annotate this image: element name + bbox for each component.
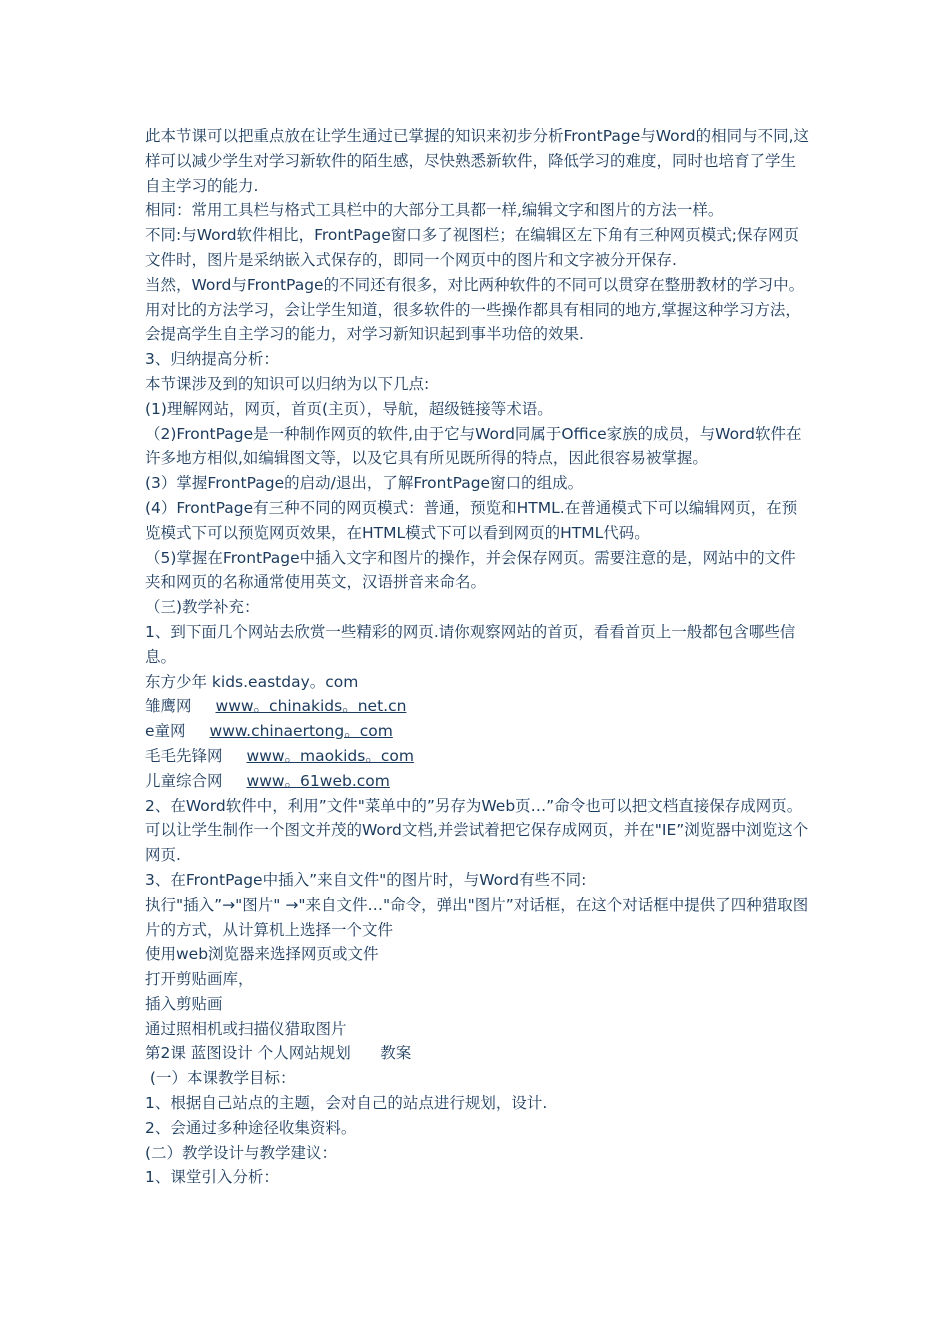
lesson-title: 第2课 蓝图设计 个人网站规划 教案 bbox=[145, 1044, 412, 1063]
section-heading: (二）教学设计与教学建议： bbox=[145, 1143, 338, 1162]
section-heading: (一）本课教学目标： bbox=[145, 1069, 296, 1088]
list-item: 2、会通过多种途径收集资料。 bbox=[145, 1118, 357, 1137]
site-link-row bbox=[145, 744, 810, 769]
paragraph: 执行"插入”→"图片" →"来自文件…"命令，弹出"图片”对话框，在这个对话框中提供了四种猎取图片的方式，从计算机上选择一个文件 bbox=[145, 895, 809, 939]
document-body bbox=[145, 124, 810, 1190]
section-heading: （三)教学补充： bbox=[145, 598, 260, 617]
list-item: 插入剪贴画 bbox=[145, 994, 223, 1013]
list-item: 使用web浏览器来选择网页或文件 bbox=[145, 945, 379, 964]
list-item: 通过照相机或扫描仪猎取图片 bbox=[145, 1019, 347, 1038]
site-link-row bbox=[145, 719, 810, 744]
site-link-row bbox=[145, 769, 810, 794]
list-item: 打开剪贴画库， bbox=[145, 970, 254, 989]
paragraph: 相同：常用工具栏与格式工具栏中的大部分工具都一样,编辑文字和图片的方法一样。 bbox=[145, 201, 724, 220]
section-heading: 3、归纳提高分析： bbox=[145, 350, 279, 369]
site-link-row bbox=[145, 694, 810, 719]
paragraph: 本节课涉及到的知识可以归纳为以下几点: bbox=[145, 374, 430, 393]
list-item: (1)理解网站，网页，首页(主页），导航，超级链接等术语。 bbox=[145, 399, 553, 418]
site-name: 雏鹰网 bbox=[145, 697, 192, 716]
site-name: 毛毛先锋网 bbox=[145, 746, 223, 765]
list-item: （2)FrontPage是一种制作网页的软件,由于它与Word同属于Office家族的成员，与Word软件在许多地方相似,如编辑图文等，以及它具有所见既所得的特点，因此很容易被掌握。 bbox=[145, 424, 802, 468]
paragraph: 3、在FrontPage中插入”来自文件"的图片时，与Word有些不同: bbox=[145, 870, 587, 889]
list-item: (3）掌握FrontPage的启动/退出，了解FrontPage窗口的组成。 bbox=[145, 474, 584, 493]
paragraph: 不同:与Word软件相比，FrontPage窗口多了视图栏；在编辑区左下角有三种网页模式;保存网页文件时，图片是采纳嵌入式保存的，即同一个网页中的图片和文字被分开保存. bbox=[145, 226, 800, 269]
list-item: 1、课堂引入分析： bbox=[145, 1168, 279, 1187]
paragraph: 2、在Word软件中，利用”文件"菜单中的”另存为Web页…”命令也可以把文档直接保存成网页。可以让学生制作一个图文并茂的Word文档,并尝试着把它保存成网页，并在"IE”浏览器中浏览这个网页. bbox=[145, 796, 809, 865]
site-link[interactable]: www。chinakids。net.cn bbox=[215, 697, 407, 716]
site-line: 东方少年 kids.eastday。com bbox=[145, 672, 359, 691]
site-link[interactable]: www。maokids。com bbox=[246, 746, 414, 765]
list-item: (4）FrontPage有三种不同的网页模式：普通，预览和HTML.在普通模式下可以编辑网页，在预览模式下可以预览网页效果，在HTML模式下可以看到网页的HTML代码。 bbox=[145, 498, 798, 542]
site-name: e童网 bbox=[145, 722, 186, 741]
site-link[interactable]: www.chinaertong。com bbox=[209, 722, 393, 741]
site-name: 儿童综合网 bbox=[145, 771, 223, 790]
paragraph: 当然，Word与FrontPage的不同还有很多，对比两种软件的不同可以贯穿在整册教材的学习中。用对比的方法学习，会让学生知道，很多软件的一些操作都具有相同的地方,掌握这种学习方法，会提高学生自主学习的能力，对学习新知识起到事半功倍的效果. bbox=[145, 275, 805, 344]
paragraph: 1、到下面几个网站去欣赏一些精彩的网页.请你观察网站的首页，看看首页上一般都包含哪些信息。 bbox=[145, 622, 796, 666]
list-item: （5)掌握在FrontPage中插入文字和图片的操作，并会保存网页。需要注意的是，网站中的文件夹和网页的名称通常使用英文，汉语拼音来命名。 bbox=[145, 548, 796, 592]
site-link[interactable]: www。61web.com bbox=[246, 771, 390, 790]
list-item: 1、根据自己站点的主题，会对自己的站点进行规划，设计. bbox=[145, 1094, 548, 1113]
paragraph: 此本节课可以把重点放在让学生通过已掌握的知识来初步分析FrontPage与Word的相同与不同,这样可以减少学生对学习新软件的陌生感，尽快熟悉新软件，降低学习的难度，同时也培育了学生自主学习的能力. bbox=[145, 127, 809, 195]
